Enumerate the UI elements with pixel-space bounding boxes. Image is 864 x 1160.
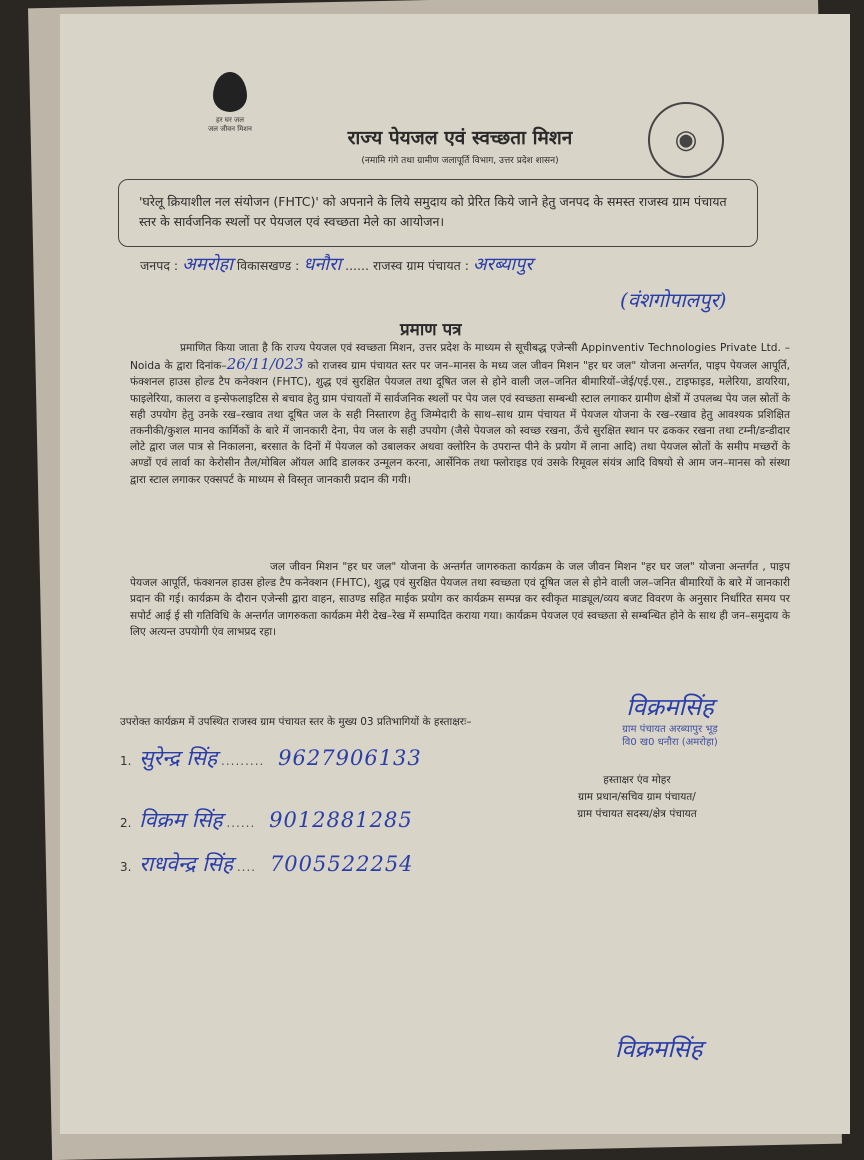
signature-label-line-1: हस्ताक्षर एंव मोहर [603,774,671,786]
certificate-paragraph-2 [130,559,790,640]
block-value: धनौरा [303,254,342,275]
stamp-line-2: वि0 ख0 धनौरा (अमरोहा) [622,737,718,748]
signatory-block-top [580,690,760,749]
participant-number: 1. [120,754,132,768]
participants-note: उपरोक्त कार्यक्रम में उपस्थित राजस्व ग्राम पंचायत स्तर के मुख्य 03 प्रतिभागियों के हस्ताक्षरः– [120,716,472,728]
signature-label-line-2: ग्राम प्रधान/सचिव ग्राम पंचायत/ [578,791,696,803]
panchayat-value: अरब्यापुर [472,254,533,275]
participant-phone: 7005522254 [269,852,414,876]
participant-row: 2. विक्रम सिंह ...... 9012881285 [120,808,413,832]
district-value: अमरोहा [182,254,233,275]
mission-title: राज्य पेयजल एवं स्वच्छता मिशन [347,127,573,149]
certificate-title: प्रमाण पत्र [400,320,462,340]
district-label: जनपद : [140,258,179,273]
panchayat-label: राजस्व ग्राम पंचायत : [372,258,469,273]
signature-top: विक्रमसिंह [626,693,714,721]
signature-label-block [542,772,732,823]
participant-number: 2. [120,816,132,830]
panchayat-alt-value: (वंशगोपालपुर) [620,288,727,312]
event-date: 26/11/023 [226,355,304,374]
participant-row: 3. राधवेन्द्र सिंह .... 7005522254 [120,852,414,876]
participant-phone: 9012881285 [269,808,413,832]
certificate-document [60,14,850,1134]
para2-text: जल जीवन मिशन "हर घर जल" योजना के अन्तर्गत जागरुकता कार्यक्रम के जल जीवन मिशन "हर घर जल" योजना अन्तर्गत , पाइप पेयजल आपूर्ति, फंक्शनल हाउस होल्ड टैप कनेक्शन (FHTC), शुद्ध एवं सुरक्षित पेयजल तथा स्वच्छता एवं दूषित जल से होने वाली जल–जनित बीमारियों के बारे में जानकारी प्रदान की गई। कार्यक्रम के दौरान एजेन्सी द्वारा वाहन, साउण्ड सहित माईक प्रयोग कर कार्यक्रम सम्पन्न कर स्वीकृत माड्यूल/व्यय बजट विवरण के अनुसार निर्धारित समय पर सपोर्ट आई ई सी गतिविधि के अन्तर्गत जागरुकता कार्यक्रम मेरी देख–रेख में सम्पादित कराया गया। कार्यक्रम पेयजल एवं स्वच्छता से सम्बन्धित होने के साथ ही जन–समुदाय के लिए अत्यन्त उपयोगी एंव लाभप्रद रहा। [130,561,790,638]
water-drop-icon [213,72,247,112]
participant-row: 1. सुरेन्द्र सिंह ......... 9627906133 [120,746,422,770]
block-label: विकासखण्ड : [236,258,300,273]
participant-name: राधवेन्द्र सिंह [139,852,234,876]
participant-number: 3. [120,860,132,874]
signature-label-line-3: ग्राम पंचायत सदस्य/क्षेत्र पंचायत [577,808,697,820]
participant-name: सुरेन्द्र सिंह [139,746,218,770]
certificate-paragraph-1 [130,340,790,488]
participant-name: विक्रम सिंह [139,808,223,832]
para1-rest: को राजस्व ग्राम पंचायत स्तर पर जन–मानस के मध्य जल जीवन मिशन "हर घर जल" योजना अन्तर्गत, पाइप पेयजल आपूर्ति, फंक्शनल हाउस होल्ड टैप कनेक्शन (FHTC), शुद्ध एवं सुरक्षित पेयजल तथा दूषित जल से होने वाली जल–जनित बीमारियों–जेई/एई.एस., टाइफाइड, मलेरिया, डायरिया, फाइलेरिया, कालरा व इन्सेफलाइटिस से बचाव हेतु ग्राम पंचायतों में सार्वजनिक स्थलों पर पेय जल एवं स्वच्छता सम्बन्धी स्टाल लगाकर ग्रामीण क्षेत्रों में उपलब्ध पेय जल स्रोतों के सही उपयोग हेतु उनके रख–रखाव तथा दूषित जल के सही निस्तारण हेतु जिम्मेदारी के साथ–साथ ग्राम पंचायत में पेयजल योजना के रख–रखाव हेतु आवश्यक प्रशिक्षित तकनीकी/कुशल मानव कार्मिकों के बारे में जानकारी देना, पेय जल के सही उपयोग (जैसे पेयजल को स्वच्छ रखना, ऊँचे सुरक्षित स्थान पर ढककर रखना तथा टम्नी/डन्डीदार लोटे द्वारा जल पात्र से निकालना, बरसात के दिनों में पेयजल को उबालकर अथवा क्लोरिन के उपरान्त पीने के प्रयोग में लाना आदि) तथा पेयजल स्रोतों के समीप मच्छरों के अण्डों एवं लार्वा का केरोसीन तैल/मोबिल ऑयल आदि डालकर उन्मूलन करना, आर्सेनिक तथा फ्लोराइड एवं उसके रिमूवल संयंत्र आदि विषयो से आम जन–मानस को संस्था द्वारा स्टाल लगाकर एक्सपर्ट के माध्यम से विस्तृत जानकारी प्रदान की गयी। [130,360,790,486]
up-govt-emblem-icon: ◉ [648,102,724,178]
signature-bottom: विक्रमसिंह [615,1035,703,1063]
stamp-line-1: ग्राम पंचायत अरब्यापुर भूड़ [622,724,718,735]
department-subtitle: (नमामि गंगे तथा ग्रामीण जलापूर्ति विभाग, उत्तर प्रदेश शासन) [361,156,559,166]
document-header [260,124,660,166]
location-row: जनपद : अमरोहा विकासखण्ड : धनौरा ...... राजस्व ग्राम पंचायत : अरब्यापुर [140,254,533,275]
event-notice-box: 'घरेलू क्रियाशील नल संयोजन (FHTC)' को अपनाने के लिये समुदाय को प्रेरित किये जाने हेतु जनपद के समस्त राजस्व ग्राम पंचायत स्तर के सार्वजनिक स्थलों पर पेयजल एवं स्वच्छता मेले का आयोजन। [118,179,758,247]
participant-phone: 9627906133 [278,746,422,770]
para1-start: प्रमाणित किया जाता है कि राज्य पेयजल एवं स्वच्छता मिशन, उत्तर प्रदेश के माध्यम से सूचीबद्ध एजेन्सी Appinventiv Technologies Private Ltd. – Noida के द्वारा दिनांक– [130,342,790,373]
logo-text: हर घर जल जल जीवन मिशन [208,116,252,133]
